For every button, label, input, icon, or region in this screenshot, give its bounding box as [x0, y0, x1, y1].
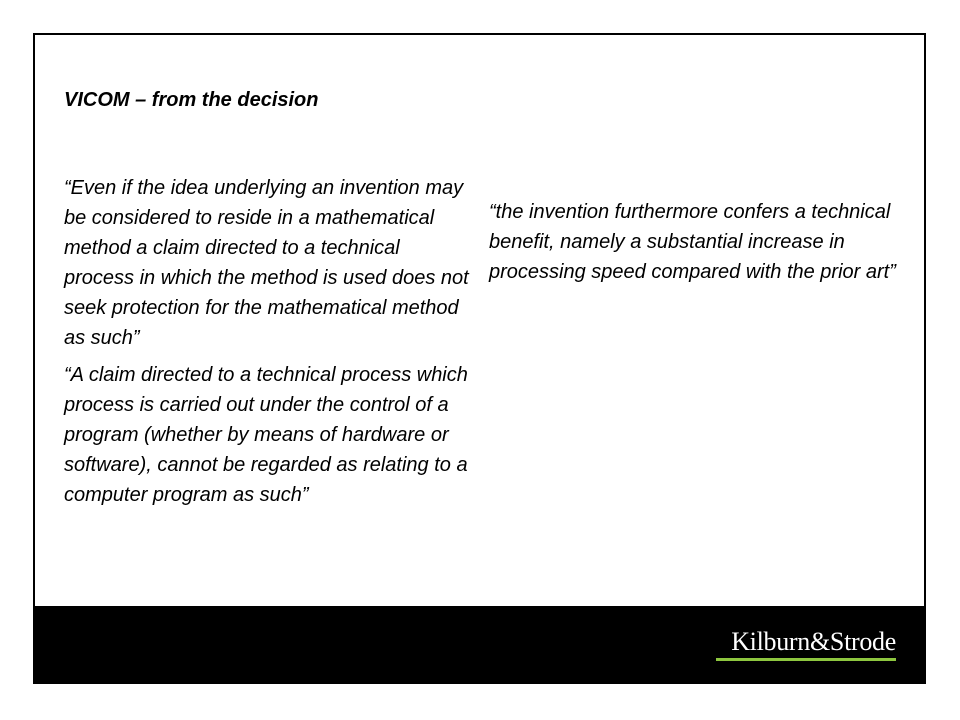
footer-bar	[35, 606, 924, 682]
right-column	[489, 197, 909, 294]
left-column	[64, 173, 474, 517]
quote-computer-program: “A claim directed to a technical process which process is carried out under the control of a program (whether by means of hardware or software), cannot be regarded as relating to a computer program as such”	[64, 364, 468, 506]
logo-underline	[716, 658, 896, 661]
quote-mathematical-method: “Even if the idea underlying an invention may be considered to reside in a mathematical method a claim directed to a technical process in which the method is used does not seek protection for the mathematical method as such”	[64, 177, 469, 349]
slide	[33, 33, 926, 684]
quote-technical-benefit: “the invention furthermore confers a technical benefit, namely a substantial increase in processing speed compared with the prior art”	[489, 201, 896, 283]
company-logo: Kilburn&Strode	[731, 627, 896, 656]
slide-title: VICOM – from the decision	[64, 89, 319, 111]
